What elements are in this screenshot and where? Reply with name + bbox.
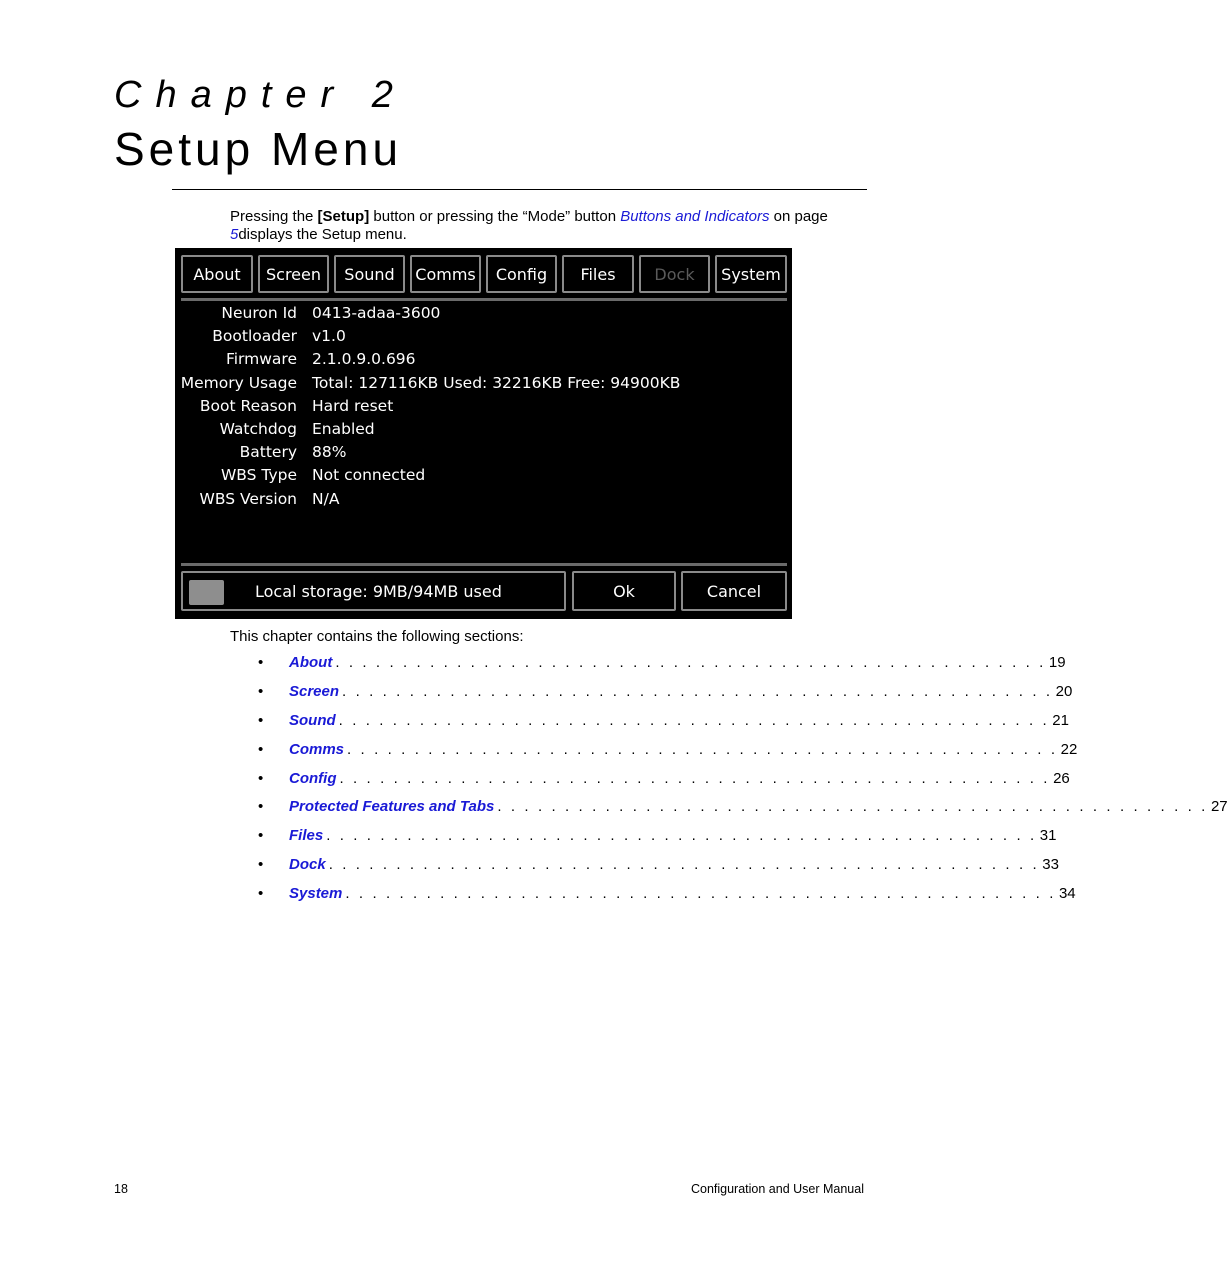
tab-system-label: System (721, 264, 781, 284)
ok-button[interactable] (572, 571, 676, 611)
info-value: 0413-adaa-3600 (312, 304, 441, 322)
toc-page: 21 (1052, 711, 1069, 729)
bullet-icon: • (258, 856, 264, 874)
list-item (258, 711, 1069, 741)
footer-doc-title: Configuration and User Manual (690, 1182, 864, 1196)
bottom-bar (181, 571, 787, 612)
info-key: Memory Usage (180, 373, 297, 392)
dot-leader: . . . . . . . . . . . . . . . . . . . . . . . . . . . . . . . . . . . . . . . . . . . . . . . . . . . . . (338, 711, 1050, 729)
tab-sound[interactable] (334, 255, 405, 293)
bottom-divider (181, 563, 787, 566)
tab-screen[interactable] (258, 255, 329, 293)
dot-leader: . . . . . . . . . . . . . . . . . . . . . . . . . . . . . . . . . . . . . . . . . . . . . . . . . . . . . (347, 740, 1058, 758)
info-row (175, 397, 792, 420)
bullet-icon: • (258, 798, 264, 816)
info-key: Watchdog (219, 419, 297, 438)
list-item (258, 740, 1078, 770)
toc-link-system[interactable]: System (289, 885, 343, 903)
intro-text-1: Pressing the (230, 208, 318, 225)
dot-leader: . . . . . . . . . . . . . . . . . . . . . . . . . . . . . . . . . . . . . . . . . . . . . . . . . . . . . (342, 682, 1053, 700)
section-list (258, 654, 1228, 914)
dot-leader: . . . . . . . . . . . . . . . . . . . . . . . . . . . . . . . . . . . . . . . . . . . . . . . . . . . . . (335, 654, 1046, 671)
heading-rule (172, 189, 867, 190)
dot-leader: . . . . . . . . . . . . . . . . . . . . . . . . . . . . . . . . . . . . . . . . . . . . . . . . . . . . . (497, 798, 1208, 816)
info-row (175, 490, 792, 513)
tab-files[interactable] (562, 255, 634, 293)
info-key: Boot Reason (199, 396, 297, 415)
toc-page: 22 (1060, 740, 1078, 758)
bullet-icon: • (258, 827, 264, 845)
tab-config-label: Config (495, 264, 548, 284)
list-item (258, 827, 1057, 856)
list-item (258, 856, 1059, 885)
page-5-link[interactable]: 5 (230, 226, 239, 243)
intro-text-3: on page (769, 208, 828, 225)
dot-leader: . . . . . . . . . . . . . . . . . . . . . . . . . . . . . . . . . . . . . . . . . . . . . . . . . . . . . (339, 769, 1051, 787)
chapter-title: Setup Menu (114, 123, 403, 175)
tab-screen-label: Screen (265, 264, 321, 284)
cancel-label: Cancel (706, 581, 762, 601)
bullet-icon: • (258, 769, 264, 787)
info-value: Hard reset (312, 396, 394, 415)
dot-leader: . . . . . . . . . . . . . . . . . . . . . . . . . . . . . . . . . . . . . . . . . . . . . . . . . . . . . (345, 885, 1056, 903)
toc-link-about[interactable]: About (289, 654, 333, 671)
tab-files-label: Files (580, 264, 616, 284)
tab-sound-label: Sound (344, 264, 395, 284)
info-key: Battery (239, 443, 297, 462)
intro-text-4: displays the Setup menu. (238, 226, 407, 243)
tab-comms-label: Comms (415, 264, 476, 284)
tab-config[interactable] (486, 255, 557, 293)
toc-link-files[interactable]: Files (289, 827, 324, 845)
info-value: Enabled (312, 419, 375, 438)
info-value: 2.1.0.9.0.696 (312, 350, 416, 369)
buttons-indicators-link[interactable]: Buttons and Indicators (620, 208, 770, 225)
footer-page-number: 18 (114, 1182, 128, 1196)
toc-link-comms[interactable]: Comms (289, 740, 345, 758)
info-key: WBS Version (199, 489, 297, 508)
tab-system[interactable] (715, 255, 787, 293)
info-row (175, 420, 792, 443)
dot-leader: . . . . . . . . . . . . . . . . . . . . . . . . . . . . . . . . . . . . . . . . . . . . . . . . . . . . . (326, 827, 1037, 845)
tab-dock[interactable] (639, 255, 710, 293)
tab-about-label: About (193, 264, 241, 284)
intro-text-2: button or pressing the “Mode” button (369, 208, 621, 225)
bullet-icon: • (258, 740, 264, 758)
list-item (258, 885, 1076, 914)
info-row (175, 374, 792, 397)
info-key: Bootloader (212, 327, 297, 346)
tab-dock-label: Dock (654, 264, 695, 284)
info-row (175, 466, 792, 489)
info-key: Neuron Id (221, 304, 297, 322)
setup-menu-screenshot (175, 248, 792, 619)
info-value: N/A (312, 489, 340, 508)
bullet-icon: • (258, 711, 264, 729)
info-key: Firmware (225, 350, 297, 369)
info-row (175, 350, 792, 373)
info-row (175, 327, 792, 350)
bullet-icon: • (258, 885, 264, 903)
ok-label: Ok (613, 581, 635, 601)
contains-text: This chapter contains the following sections: (230, 628, 524, 645)
toc-page: 19 (1048, 654, 1066, 671)
toc-link-screen[interactable]: Screen (289, 682, 340, 700)
toc-link-protected-features[interactable]: Protected Features and Tabs (289, 798, 495, 816)
chapter-label: Chapter 2 (114, 74, 407, 116)
storage-status (181, 571, 566, 611)
list-item (258, 769, 1070, 799)
toc-link-sound[interactable]: Sound (289, 711, 336, 729)
storage-text: Local storage: 9MB/94MB used (255, 581, 502, 601)
info-value: v1.0 (312, 327, 346, 346)
info-value: Not connected (312, 466, 426, 485)
storage-indicator-icon (189, 580, 224, 605)
info-row (175, 443, 792, 466)
toc-page: 20 (1055, 682, 1073, 700)
intro-paragraph (230, 208, 870, 244)
about-info-table (175, 304, 792, 513)
toc-link-dock[interactable]: Dock (289, 856, 326, 874)
toc-page: 33 (1042, 856, 1059, 874)
info-row (175, 304, 792, 327)
bullet-icon: • (258, 654, 264, 671)
dot-leader: . . . . . . . . . . . . . . . . . . . . . . . . . . . . . . . . . . . . . . . . . . . . . . . . . . . . . (328, 856, 1040, 874)
toc-page: 31 (1039, 827, 1057, 845)
toc-page: 34 (1058, 885, 1076, 903)
cancel-button[interactable] (681, 571, 787, 611)
list-item (258, 654, 1066, 683)
tab-about[interactable] (181, 255, 253, 293)
intro-setup-bold: [Setup] (317, 208, 370, 225)
tabs-divider (181, 298, 787, 301)
info-key: WBS Type (220, 466, 297, 485)
list-item (258, 682, 1073, 712)
tab-comms[interactable] (410, 255, 481, 293)
list-item (258, 798, 1228, 827)
setup-tabs (181, 255, 787, 295)
info-value: 88% (312, 443, 347, 462)
toc-page: 26 (1053, 769, 1070, 787)
info-value: Total: 127116KB Used: 32216KB Free: 94900KB (312, 373, 681, 392)
toc-page: 27 (1210, 798, 1228, 816)
toc-link-config[interactable]: Config (289, 769, 337, 787)
bullet-icon: • (258, 682, 264, 700)
